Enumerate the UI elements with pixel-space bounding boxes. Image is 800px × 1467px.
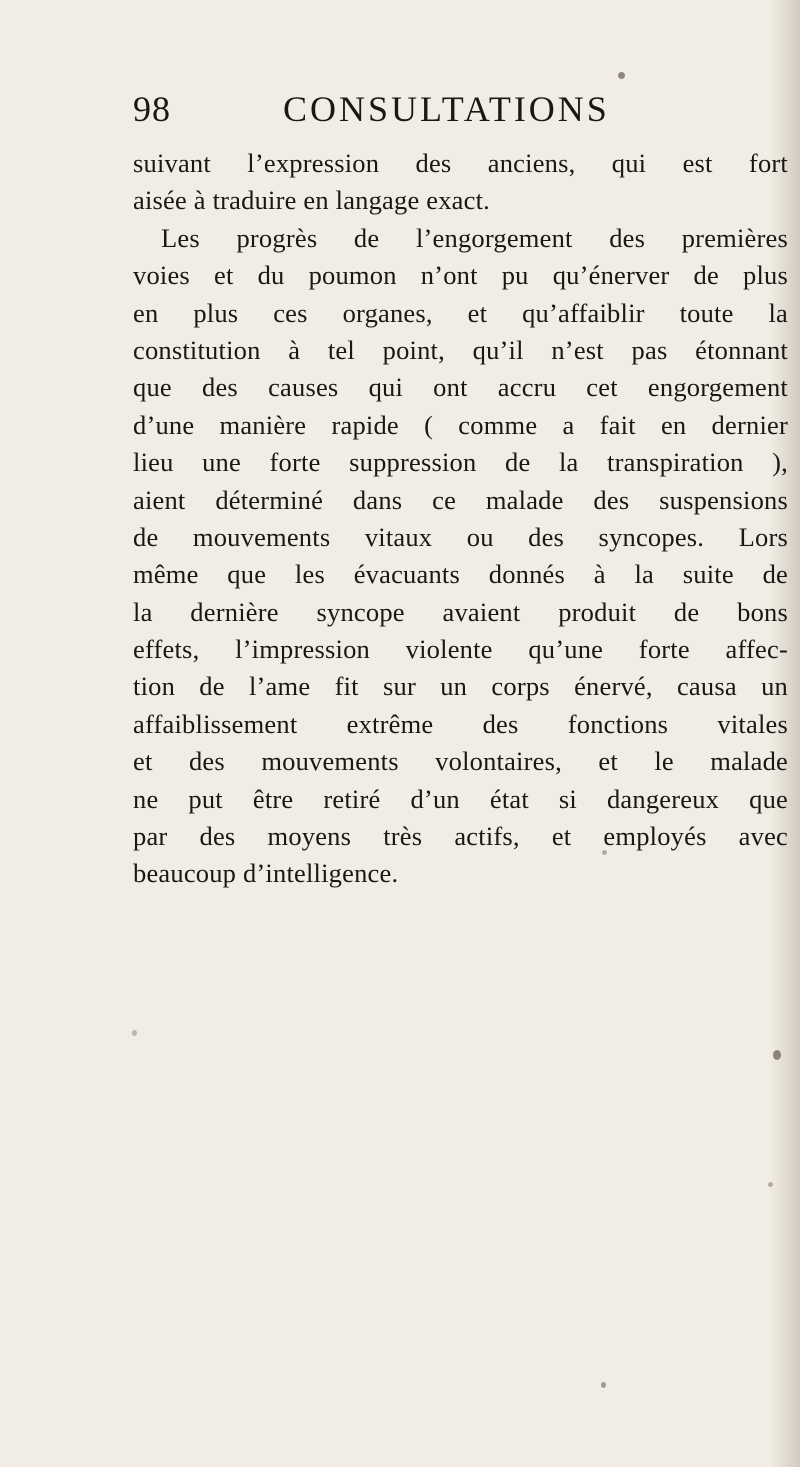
text-line: suivant l’expression des anciens, qui est fort	[133, 148, 788, 178]
text-line: Les progrès de l’engorgement des premières	[161, 222, 788, 253]
text-line: lieu une forte suppression de la transpiration ),	[133, 447, 788, 478]
text-line: par des moyens très actifs, et employés avec	[133, 821, 788, 852]
body-paragraphs	[133, 145, 788, 893]
running-title: CONSULTATIONS	[283, 89, 610, 129]
paper-speck	[618, 72, 625, 79]
text-line: constitution à tel point, qu’il n’est pas étonnant	[133, 334, 788, 365]
text-line: beaucoup d’intelligence.	[133, 858, 399, 889]
text-line: effets, l’impression violente qu’une forte affec-	[133, 634, 788, 665]
paper-speck	[602, 850, 607, 855]
text-line: la dernière syncope avaient produit de bons	[133, 596, 788, 627]
text-line: aient déterminé dans ce malade des suspensions	[133, 484, 788, 515]
paper-speck	[601, 1382, 606, 1388]
paper-speck	[768, 1182, 773, 1187]
text-line: tion de l’ame fit sur un corps énervé, causa un	[133, 671, 788, 702]
paper-speck	[773, 1050, 781, 1060]
text-line: que des causes qui ont accru cet engorgement	[133, 372, 788, 403]
text-line: aisée à traduire en langage exact.	[133, 185, 490, 216]
page-number: 98	[133, 89, 171, 129]
text-line: de mouvements vitaux ou des syncopes. Lors	[133, 521, 788, 552]
paper-speck	[132, 1030, 137, 1036]
text-line: même que les évacuants donnés à la suite de	[133, 559, 788, 590]
text-line: voies et du poumon n’ont pu qu’énerver de plus	[133, 260, 788, 291]
text-line: affaiblissement extrême des fonctions vitales	[133, 708, 788, 739]
text-line: et des mouvements volontaires, et le malade	[133, 746, 788, 777]
text-line: ne put être retiré d’un état si dangereux que	[133, 783, 788, 814]
text-line: en plus ces organes, et qu’affaiblir toute la	[133, 297, 788, 328]
page-header	[133, 88, 693, 138]
text-line: d’une manière rapide ( comme a fait en dernier	[133, 409, 788, 440]
